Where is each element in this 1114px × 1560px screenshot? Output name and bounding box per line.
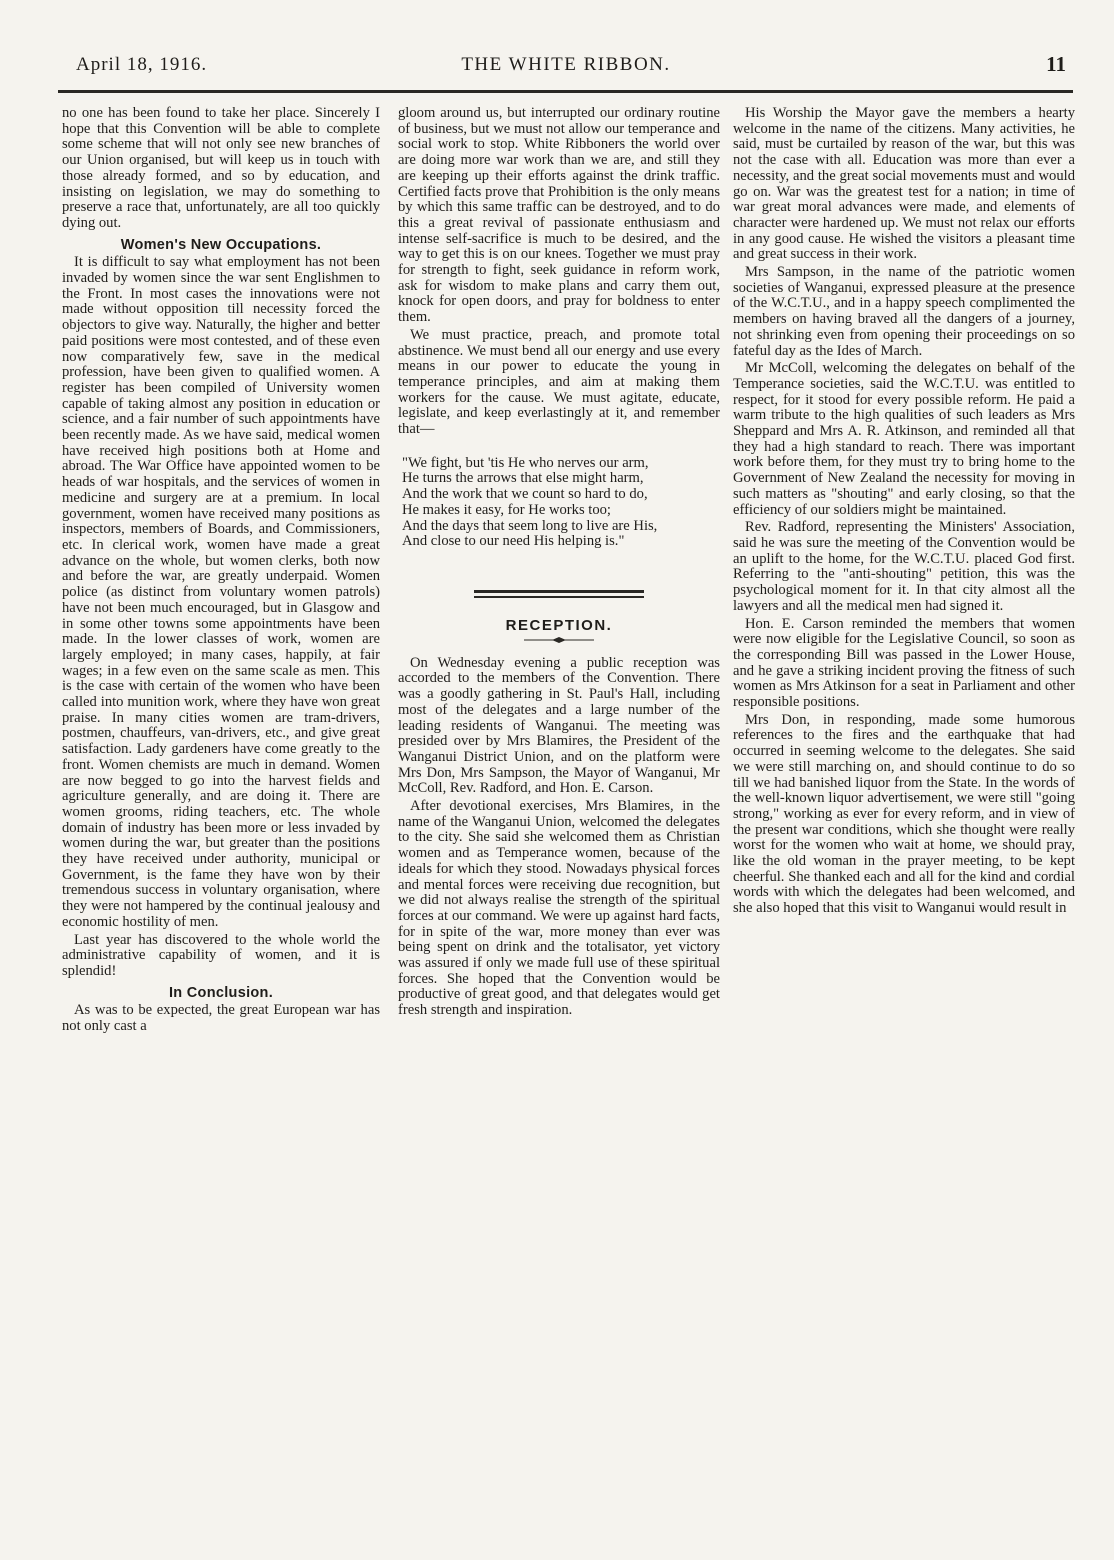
ornament-rule-icon [524,636,594,644]
paragraph: His Worship the Mayor gave the members a hearty welcome in the name of the citizens. Many activities, he said, must be curtailed by reason of the war, but this was not the case with all. Education was more than ever a necessity, and the great social movements must and would go on. War was the greatest test for a nation; in time of war great moral advances were made, and elements of character were hardened up. We must not relax our efforts in any good cause. He wished the visitors a pleasant time and great success in their work. [733,105,1075,263]
page-header [66,52,1066,78]
paragraph: Mrs Don, in responding, made some humorous references to the fires and the earthquake that had occurred in seeming welcome to the delegates. She said we were still marching on, and should continue to do so till we had banished liquor from the State. In the words of the well-known liquor advertisement, we were still "going strong," working as ever for every reform, and in view of the present war conditions, which she thought were really worst for the women who wait at home, we should pray, like the old woman in the prayer meeting, to be kept cheerful. She thanked each and all for the kind and cordial words with which the delegates had been welcomed, and she also hoped that this visit to Wanganui would result in [733,711,1075,917]
poem-line: He turns the arrows that else might harm, [402,470,644,487]
paragraph: Last year has discovered to the whole world the administrative capability of women, and it is splendid! [62,931,380,979]
page-number: 11 [1046,52,1066,76]
paragraph: After devotional exercises, Mrs Blamires, in the name of the Wanganui Union, welcomed the delegates to the city. She said she welcomed them as Christian women and as Temperance women, because of the ideals for which they stood. Nowadays physical forces and mental forces were receiving due recognition, but we did not always realise the strength of the spiritual forces at our command. We were up against hard facts, for in spite of the war, more money than ever was being spent on drink and the totalisator, yet victory was assured if only we made full use of these spiritual forces. She hoped that the Convention would be productive of great good, and that delegates would get fresh strength and inspiration. [398,798,720,1019]
section-heading: In Conclusion. [168,984,274,1001]
paragraph: Hon. E. Carson reminded the members that women were now eligible for the Legislative Council, so soon as the corresponding Bill was passed in the Lower House, and he gave a striking incident proving the fitness of such women as Mrs Atkinson for a seat in Parliament and other responsible positions. [733,615,1075,711]
paragraph: gloom around us, but interrupted our ordinary routine of business, but we must not allow our temperance and social work to stop. White Ribboners the world over are doing more war work than we are, and still they are keeping up their efforts against the drink traffic. Certified facts prove that Prohibition is the only means by which this same traffic can be destroyed, and to do this a great revival of passionate enthusiasm and intense self-sacrifice is much to be desired, and the way to get this is on our knees. Together we must pray for strength to fight, seek guidance in reform work, ask for wisdom to make plans and carry them out, knock for open doors, and pray for boldness to enter them. [398,105,720,326]
issue-date: April 18, 1916. [76,54,208,75]
paragraph: Mr McColl, welcoming the delegates on behalf of the Temperance societies, said the W.C.T.U. was entitled to respect, for it stood for every possible reform. He paid a warm tribute to the high qualities of such leaders as Mrs Sheppard and Mrs A. R. Atkinson, and reminded all that they had a high standard to reach. There was important work before them, for they must try to bring home to the Government of New Zealand the necessity for moving in such matters as "shouting" and early closing, so that the efficiency of our soldiers might be maintained. [733,360,1075,518]
section-divider [474,590,644,598]
poem-line: He makes it easy, for He works too; [402,501,611,518]
paragraph: no one has been found to take her place. Sincerely I hope that this Convention will be able to complete some scheme that will not only see new branches of our Union organised, but will keep us in touch with those already formed, and so by education, and insisting on legislation, we may do something to preserve a race that, unfortunately, are all too quickly dying out. [62,105,380,231]
paragraph: On Wednesday evening a public reception was accorded to the members of the Convention. There was a goodly gathering in St. Paul's Hall, including most of the delegates and a large number of the leading residents of Wanganui. The meeting was presided over by Mrs Blamires, the President of the Wanganui District Union, and on the platform were Mrs Don, Mrs Sampson, the Mayor of Wanganui, Mr McColl, Rev. Radford, and Hon. E. Carson. [398,654,720,797]
reception-heading: RECEPTION. [505,616,613,634]
column-2 [398,106,720,1021]
poem-line: And the days that seem long to live are His, [402,517,658,534]
poem-line: And close to our need His helping is." [402,533,625,550]
masthead-title: THE WHITE RIBBON. [461,54,671,75]
paragraph: Rev. Radford, representing the Ministers' Association, said he was sure the meeting of the Convention would be an uplift to the home, for the W.C.T.U. placed God first. Referring to the "anti-shouting" petition, this was the psychological moment for it. In that city almost all the lawyers and all the medical men had signed it. [733,519,1075,614]
poem-line: "We fight, but 'tis He who nerves our arm, [402,454,649,471]
poem-quote [402,456,720,550]
paragraph: It is difficult to say what employment has not been invaded by women since the war sent Englishmen to the Front. In most cases the innovations were not made without opposition till necessity forced the objectors to give way. Naturally, the higher and better paid positions were most contested, and of these even now comparatively few, save in the medical profession, have been given to qualified women. A register has been compiled of University women capable of taking almost any position in education or science, and a fair number of such appointments have been recently made. As we have said, medical women have received high positions both at Home and abroad. The War Office have appointed women to be heads of war hospitals, and the services of women in medicine and surgery are at a premium. In local government, women have received many positions as inspectors, members of Boards, and Commissioners, etc. In clerical work, women have made a great advance on the whole, but women clerks, both now and before the war, are greatly underpaid. Women police (as distinct from voluntary women patrols) have not been much encouraged, but in Glasgow and in some other towns some appointments have been made. In the lower classes of work, women are largely employed; in many cases, happily, at fair wages; in a few even on the same scale as men. This is the case with certain of the women who have been called into munition work, where they have won great praise. In many cities women are tram-drivers, postmen, chauffeurs, van-drivers, etc., and give great satisfaction. Lady gardeners have come greatly to the front. Women chemists are much in demand. Women are now begged to go into the harvest fields and agriculture generally, and are doing it. There are women grooms, riding teachers, etc. The whole domain of industry has been more or less invaded by women during the war, but greater than the positions they have received under authority, municipal or Government, is the fame they have won by their tremendous success in voluntary organisation, where they were not hampered by the continual jealousy and economic hostility of men. [62,254,380,930]
paragraph: We must practice, preach, and promote total abstinence. We must bend all our energy and use every means in our power to educate the young in temperance principles, and aim at making them workers for the cause. We must agitate, educate, legislate, and keep everlastingly at it, and remember that— [398,326,720,438]
section-heading: Women's New Occupations. [120,236,322,253]
column-3 [733,106,1075,919]
paragraph: Mrs Sampson, in the name of the patriotic women societies of Wanganui, expressed pleasure at the presence of the W.C.T.U., and in a happy speech complimented the members on having braved all the dangers of a journey, not shrinking even from opening their proceedings on so fateful day as the Ides of March. [733,264,1075,359]
header-rule [58,90,1073,93]
column-1 [62,106,380,1037]
paragraph: As was to be expected, the great European war has not only cast a [62,1002,380,1035]
poem-line: And the work that we count so hard to do, [402,486,648,503]
